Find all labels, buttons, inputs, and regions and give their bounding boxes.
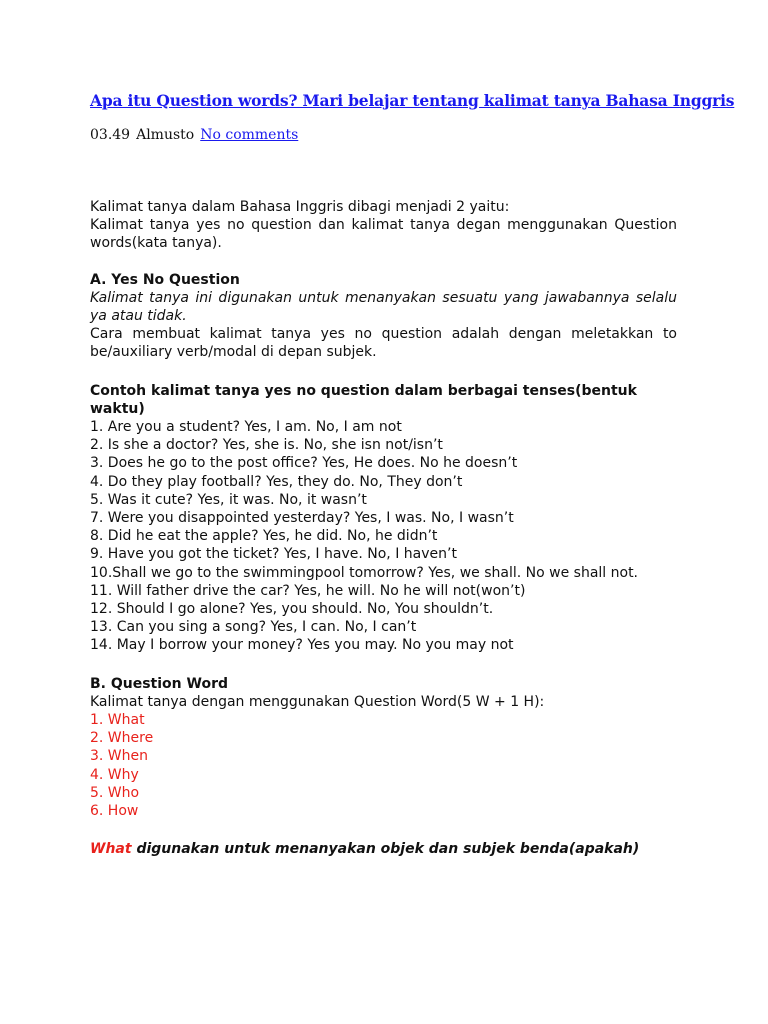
intro-line-1: Kalimat tanya dalam Bahasa Inggris dibagi menjadi 2 yaitu:	[90, 199, 510, 215]
list-item: 9. Have you got the ticket? Yes, I have. No, I haven’t	[90, 546, 457, 563]
section-b-heading: B. Question Word	[90, 675, 228, 692]
list-item: 6. How	[90, 803, 139, 820]
list-item: 1. What	[90, 712, 145, 729]
list-item: 3. When	[90, 748, 149, 765]
list-item: 4. Do they play football? Yes, they do. No, They don’t	[90, 473, 463, 490]
list-item: 2. Where	[90, 730, 154, 747]
post-author: Almusto	[136, 127, 195, 143]
section-a-desc: Cara membuat kalimat tanya yes no question adalah dengan meletakkan to be/auxiliary verb/modal di depan subjek.	[90, 326, 677, 361]
intro-line-2: Kalimat tanya yes no question dan kalimat tanya degan menggunakan Question words(kata tanya).	[90, 217, 677, 252]
section-b-desc: Kalimat tanya dengan menggunakan Question Word(5 W + 1 H):	[90, 693, 545, 710]
list-item: 13. Can you sing a song? Yes, I can. No, I can’t	[90, 619, 417, 636]
section-a-italic-desc: Kalimat tanya ini digunakan untuk menanyakan sesuatu yang jawabannya selalu ya atau tidak.	[90, 289, 677, 325]
list-item: 1. Are you a student? Yes, I am. No, I am not	[90, 419, 402, 436]
list-item: 7. Were you disappointed yesterday? Yes, I was. No, I wasn’t	[90, 510, 514, 527]
list-item: 14. May I borrow your money? Yes you may. No you may not	[90, 637, 514, 654]
post-meta	[90, 127, 298, 143]
list-item: 4. Why	[90, 766, 139, 783]
what-desc-text: digunakan untuk menanyakan objek dan subjek benda(apakah)	[136, 841, 640, 858]
examples-heading: Contoh kalimat tanya yes no question dalam berbagai tenses(bentuk waktu)	[90, 382, 637, 417]
list-item: 2. Is she a doctor? Yes, she is. No, she isn not/isn’t	[90, 437, 443, 454]
list-item: 10.Shall we go to the swimmingpool tomorrow? Yes, we shall. No we shall not.	[90, 564, 639, 581]
post-time: 03.49	[90, 127, 131, 143]
what-description	[90, 840, 677, 858]
list-item: 3. Does he go to the post office? Yes, He does. No he doesn’t	[90, 455, 518, 472]
list-item: 5. Who	[90, 784, 140, 801]
examples-list	[90, 418, 677, 655]
list-item: 8. Did he eat the apple? Yes, he did. No, he didn’t	[90, 528, 438, 545]
section-a-heading: A. Yes No Question	[90, 271, 240, 288]
post-body	[90, 198, 677, 859]
list-item: 5. Was it cute? Yes, it was. No, it wasn’t	[90, 491, 367, 508]
question-words-list	[90, 711, 677, 820]
list-item: 11. Will father drive the car? Yes, he will. No he will not(won’t)	[90, 582, 526, 599]
list-item: 12. Should I go alone? Yes, you should. No, You shouldn’t.	[90, 601, 494, 618]
what-keyword: What	[90, 841, 132, 858]
post-title-link[interactable]: Apa itu Question words? Mari belajar tentang kalimat tanya Bahasa Inggris	[90, 91, 735, 110]
comments-link[interactable]: No comments	[200, 127, 299, 143]
